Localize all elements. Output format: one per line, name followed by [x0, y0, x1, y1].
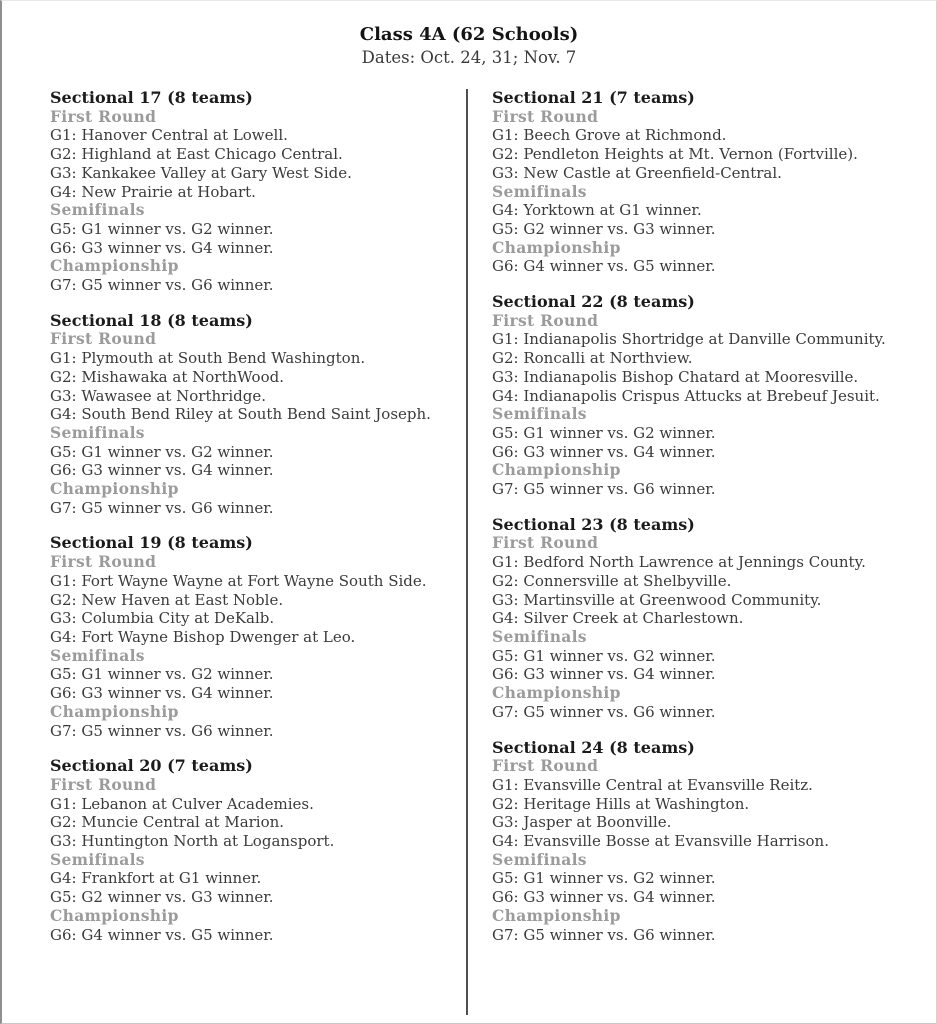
- game-line: G5: G1 winner vs. G2 winner.: [492, 423, 716, 442]
- round-label: First Round: [492, 310, 599, 330]
- game-line: G2: Roncalli at Northview.: [492, 349, 693, 368]
- game-line: G2: Heritage Hills at Washington.: [492, 794, 750, 813]
- dates-subtitle: Dates: Oct. 24, 31; Nov. 7: [361, 48, 577, 67]
- game-line: G4: Indianapolis Crispus Attucks at Brebeuf Jesuit.: [492, 386, 880, 405]
- game-line: G5: G2 winner vs. G3 winner.: [50, 888, 274, 907]
- game-line: G6: G3 winner vs. G4 winner.: [50, 238, 274, 257]
- round-label: Semifinals: [50, 849, 145, 869]
- sectional-title: Sectional 21 (7 teams): [492, 88, 695, 107]
- game-line: G7: G5 winner vs. G6 winner.: [492, 480, 716, 499]
- game-line: G5: G1 winner vs. G2 winner.: [50, 442, 274, 461]
- game-line: G3: Martinsville at Greenwood Community.: [492, 590, 822, 609]
- page-title: Class 4A (62 Schools): [359, 24, 579, 45]
- game-line: G6: G4 winner vs. G5 winner.: [50, 925, 274, 944]
- sectional-block: [50, 757, 452, 944]
- game-line: G3: Columbia City at DeKalb.: [50, 609, 275, 628]
- sectional-block: [492, 516, 918, 722]
- sectional-title: Sectional 22 (8 teams): [492, 292, 695, 312]
- round-label: First Round: [50, 329, 157, 349]
- round-label: Championship: [50, 479, 179, 499]
- game-line: G7: G5 winner vs. G6 winner.: [50, 721, 274, 740]
- round-label: Semifinals: [492, 404, 587, 424]
- round-label: Championship: [492, 905, 621, 925]
- right-column: [492, 89, 918, 961]
- round-label: Semifinals: [50, 200, 145, 220]
- game-line: G2: New Haven at East Noble.: [50, 590, 284, 609]
- game-line: G3: Indianapolis Bishop Chatard at Mooresville.: [492, 367, 859, 386]
- round-label: Championship: [50, 256, 179, 276]
- left-column: [50, 89, 452, 961]
- game-line: G1: Lebanon at Culver Academies.: [50, 794, 314, 813]
- game-line: G3: Jasper at Boonville.: [492, 813, 672, 832]
- game-line: G3: Huntington North at Logansport.: [50, 832, 335, 851]
- game-line: G2: Muncie Central at Marion.: [50, 813, 285, 832]
- round-label: First Round: [50, 552, 157, 572]
- game-line: G6: G3 winner vs. G4 winner.: [492, 665, 716, 684]
- game-line: G7: G5 winner vs. G6 winner.: [492, 925, 716, 944]
- round-label: Semifinals: [50, 422, 145, 442]
- column-divider-line: [466, 89, 468, 1015]
- sectional-block: [492, 739, 918, 945]
- game-line: G6: G4 winner vs. G5 winner.: [492, 257, 716, 276]
- game-line: G1: Hanover Central at Lowell.: [50, 126, 288, 145]
- game-line: G2: Mishawaka at NorthWood.: [50, 367, 284, 386]
- game-line: G4: Evansville Bosse at Evansville Harrison.: [492, 832, 829, 851]
- round-label: First Round: [492, 756, 599, 776]
- round-label: Championship: [492, 460, 621, 480]
- game-line: G4: Fort Wayne Bishop Dwenger at Leo.: [50, 627, 356, 646]
- game-line: G4: Yorktown at G1 winner.: [492, 201, 702, 220]
- game-line: G4: New Prairie at Hobart.: [50, 182, 256, 201]
- sectional-block: [50, 534, 452, 740]
- game-line: G1: Beech Grove at Richmond.: [492, 126, 727, 145]
- game-line: G3: Kankakee Valley at Gary West Side.: [50, 163, 352, 182]
- round-label: Championship: [50, 701, 179, 721]
- game-line: G7: G5 winner vs. G6 winner.: [492, 702, 716, 721]
- sectional-title: Sectional 24 (8 teams): [492, 737, 695, 757]
- game-line: G6: G3 winner vs. G4 winner.: [492, 442, 716, 461]
- game-line: G4: South Bend Riley at South Bend Saint Joseph.: [50, 405, 431, 424]
- game-line: G1: Evansville Central at Evansville Reitz.: [492, 775, 813, 794]
- round-label: Semifinals: [50, 645, 145, 665]
- game-line: G1: Bedford North Lawrence at Jennings County.: [492, 553, 866, 572]
- game-line: G7: G5 winner vs. G6 winner.: [50, 498, 274, 517]
- game-line: G2: Connersville at Shelbyville.: [492, 571, 732, 590]
- round-label: First Round: [50, 774, 157, 794]
- round-label: Semifinals: [492, 181, 587, 201]
- round-label: Semifinals: [492, 626, 587, 646]
- round-label: Championship: [50, 905, 179, 925]
- game-line: G4: Silver Creek at Charlestown.: [492, 609, 744, 628]
- game-line: G1: Plymouth at South Bend Washington.: [50, 349, 366, 368]
- game-line: G5: G1 winner vs. G2 winner.: [492, 869, 716, 888]
- game-line: G2: Highland at East Chicago Central.: [50, 145, 343, 164]
- page-header: [2, 1, 936, 68]
- game-line: G3: New Castle at Greenfield-Central.: [492, 163, 782, 182]
- sectional-title: Sectional 19 (8 teams): [50, 533, 253, 553]
- round-label: Semifinals: [492, 849, 587, 869]
- round-label: First Round: [50, 106, 157, 126]
- game-line: G6: G3 winner vs. G4 winner.: [492, 888, 716, 907]
- round-label: Championship: [492, 683, 621, 703]
- round-label: First Round: [492, 533, 599, 553]
- game-line: G3: Wawasee at Northridge.: [50, 386, 266, 405]
- columns-container: [2, 89, 936, 961]
- sectional-title: Sectional 23 (8 teams): [492, 514, 695, 534]
- round-label: Championship: [492, 237, 621, 257]
- game-line: G2: Pendleton Heights at Mt. Vernon (Fortville).: [492, 145, 858, 164]
- sectional-title: Sectional 17 (8 teams): [50, 88, 253, 107]
- sectional-block: [50, 312, 452, 518]
- game-line: G6: G3 winner vs. G4 winner.: [50, 684, 274, 703]
- round-label: First Round: [492, 106, 599, 126]
- sectional-title: Sectional 18 (8 teams): [50, 310, 253, 330]
- game-line: G7: G5 winner vs. G6 winner.: [50, 276, 274, 295]
- sectional-title: Sectional 20 (7 teams): [50, 756, 253, 776]
- sectional-block: [492, 89, 918, 276]
- game-line: G1: Fort Wayne Wayne at Fort Wayne South Side.: [50, 571, 427, 590]
- game-line: G6: G3 winner vs. G4 winner.: [50, 461, 274, 480]
- game-line: G5: G1 winner vs. G2 winner.: [492, 646, 716, 665]
- sectional-block: [50, 89, 452, 295]
- game-line: G4: Frankfort at G1 winner.: [50, 869, 262, 888]
- game-line: G1: Indianapolis Shortridge at Danville Community.: [492, 330, 886, 349]
- game-line: G5: G2 winner vs. G3 winner.: [492, 219, 716, 238]
- sectional-block: [492, 293, 918, 499]
- game-line: G5: G1 winner vs. G2 winner.: [50, 665, 274, 684]
- game-line: G5: G1 winner vs. G2 winner.: [50, 219, 274, 238]
